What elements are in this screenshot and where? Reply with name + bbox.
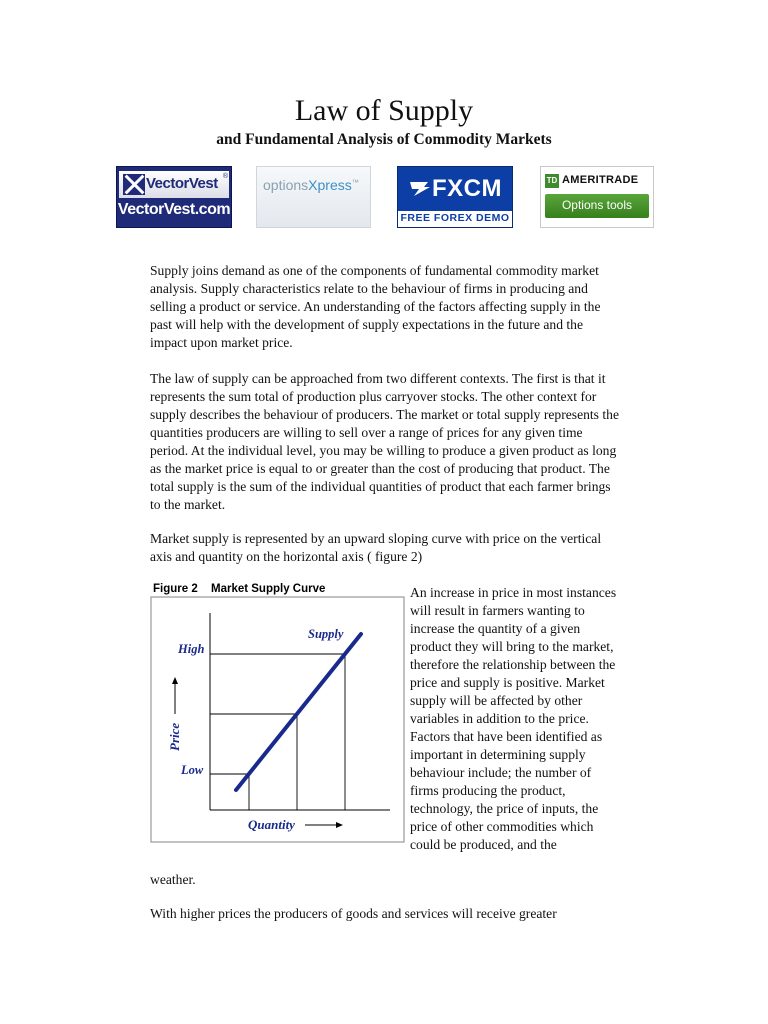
options-tools-button[interactable] xyxy=(545,194,649,218)
ad-banner-row xyxy=(0,166,768,228)
options-tools-label: Options tools xyxy=(561,198,633,212)
vectorvest-logo-panel xyxy=(119,171,229,198)
optionsxpress-tm: ™ xyxy=(351,179,359,187)
quantity-axis-label: Quantity xyxy=(248,817,295,832)
fxcm-demo-label: FREE FOREX DEMO xyxy=(400,212,510,224)
paragraph-weather: weather. xyxy=(150,872,196,887)
vectorvest-ad[interactable] xyxy=(116,166,232,228)
vectorvest-name: VectorVest xyxy=(146,175,218,192)
price-axis-label: Price xyxy=(167,722,182,751)
vectorvest-registered-mark: ® xyxy=(222,173,228,180)
vectorvest-logo-icon xyxy=(123,174,145,195)
optionsxpress-logo xyxy=(263,177,359,193)
vectorvest-url: VectorVest.com xyxy=(117,201,231,218)
fxcm-name: FXCM xyxy=(432,175,502,202)
market-supply-figure xyxy=(150,579,405,844)
figure-title: Market Supply Curve xyxy=(211,583,326,595)
fxcm-ad[interactable] xyxy=(397,166,513,228)
td-ameritrade-name: AMERITRADE xyxy=(562,174,639,186)
paragraph-price-increase: An increase in price in most instances will result in farmers wanting to increase the quantity of a given product they will bring to the market, therefore the relationship between the price and supply is positive. Market supply will be affected by other variables in addition to the price. Factors that have been identified as important in determining supply behaviour include; the number of firms producing the product, technology, the price of inputs, the price of other commodities which could be produced, and the xyxy=(410,585,617,852)
optionsxpress-name-bold: Xpress xyxy=(308,177,352,193)
td-ameritrade-ad[interactable] xyxy=(540,166,654,228)
paragraph-market-supply: Market supply is represented by an upward sloping curve with price on the vertical axis and quantity on the horizontal axis ( figure 2) xyxy=(150,531,602,564)
paragraph-higher-prices: With higher prices the producers of goods and services will receive greater xyxy=(150,906,557,921)
high-price-label: High xyxy=(178,642,205,656)
fxcm-swoosh-icon xyxy=(408,178,432,198)
fxcm-logo xyxy=(398,175,512,203)
supply-curve-label: Supply xyxy=(308,627,344,641)
optionsxpress-name-light: options xyxy=(263,177,309,193)
page-subtitle: and Fundamental Analysis of Commodity Markets xyxy=(216,131,552,148)
page-title: Law of Supply xyxy=(294,94,474,127)
paragraph-supply-intro: Supply joins demand as one of the components of fundamental commodity market analysis. Supply characteristics relate to the behaviour of firms in producing and selling a product or service. An understanding of the factors affecting supply in the past will help with the development of supply expectations in the future and the impact upon market price. xyxy=(150,263,601,350)
figure-frame xyxy=(151,597,404,842)
market-supply-diagram xyxy=(150,579,405,844)
optionsxpress-ad[interactable] xyxy=(256,166,371,228)
paragraph-law-of-supply: The law of supply can be approached from two different contexts. The first is that it represents the sum total of production plus carryover stocks. The other context for supply describes the behaviour of producers. The market or total supply represents the quantities producers are willing to sell over a range of prices for any given time period. At the individual level, you may be willing to produce a given product as long as the market price is equal to or greater than the cost of producing that product. The total supply is the sum of the individual quantities of product that each farmer brings to the market. xyxy=(150,371,619,512)
fxcm-demo-bar xyxy=(398,211,512,227)
td-logo-icon: TD xyxy=(545,174,559,188)
figure-number: Figure 2 xyxy=(153,583,198,595)
low-price-label: Low xyxy=(181,763,204,777)
